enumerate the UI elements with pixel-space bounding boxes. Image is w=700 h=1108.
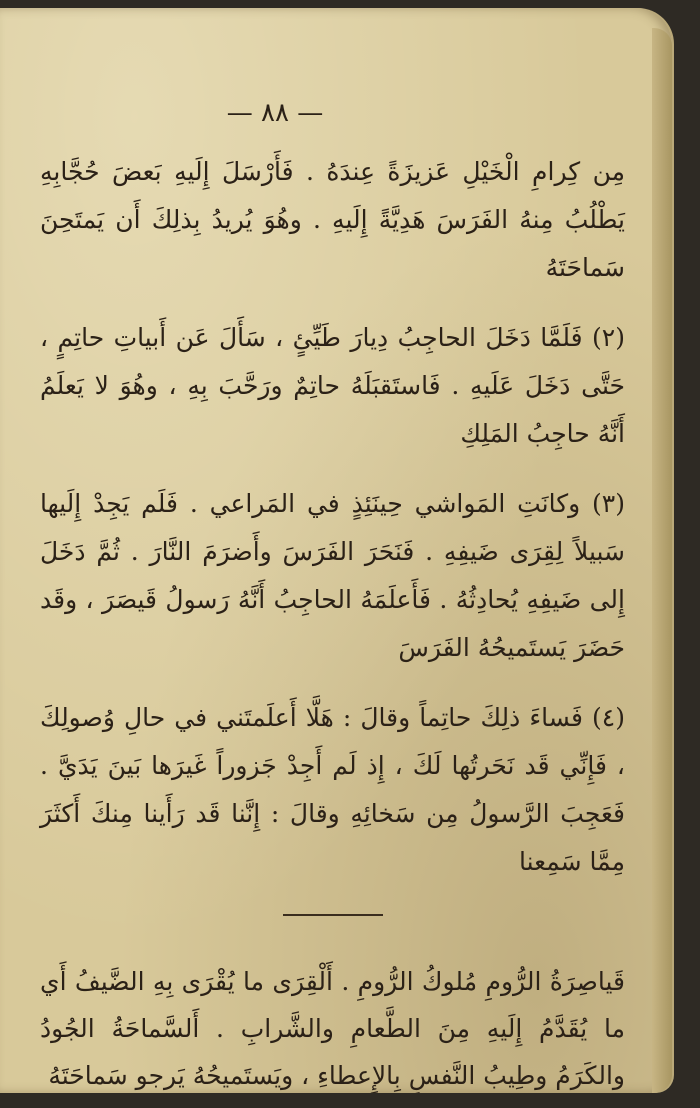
section-divider [283, 914, 383, 916]
paragraph-1: مِن كِرامِ الْخَيْلِ عَزيزَةً عِندَهُ . فَأَرْسَلَ إِلَيهِ بَعضَ حُجَّابِهِ يَطْلُبُ مِنهُ الفَرَسَ هَدِيَّةً إِلَيهِ . وهُوَ يُريدُ بِذلِكَ أَن يَمتَحِنَ سَماحَتَهُ [40, 157, 625, 282]
page-body [40, 148, 625, 1093]
paragraph-2: (٢) فَلَمَّا دَخَلَ الحاجِبُ دِيارَ طَيِّئٍ ، سَأَلَ عَن أَبياتِ حاتِمٍ ، حَتَّى دَخَلَ عَلَيهِ . فَاستَقبَلَهُ حاتِمٌ ورَحَّبَ بِهِ ، وهُوَ لا يَعلَمُ أَنَّهُ حاجِبُ المَلِكِ [40, 323, 625, 448]
glossary-notes: قَياصِرَةُ الرُّومِ مُلوكُ الرُّومِ . أَلْقِرَى ما يُقْرَى بِهِ الضَّيفُ أَي ما يُقَدَّمُ إِلَيهِ مِنَ الطَّعامِ والشَّرابِ . أَلسَّماحَةُ الجُودُ والكَرَمُ وطِيبُ النَّفسِ بِالإِعطاءِ ، ويَستَميحُهُ يَرجو سَماحَتَهُ [40, 967, 625, 1090]
paragraph-4: (٤) فَساءَ ذلِكَ حاتِماً وقالَ : هَلَّا أَعلَمتَني في حالِ وُصولِكَ ، فَإِنِّي قَد نَحَرتُها لَكَ ، إِذ لَم أَجِدْ جَزوراً غَيرَها بَينَ يَدَيَّ . فَعَجِبَ الرَّسولُ مِن سَخائِهِ وقالَ : إِنَّنا قَد رَأَينا مِنكَ أَكثَرَ مِمَّا سَمِعنا [40, 703, 625, 876]
page-number: — ٨٨ — [226, 98, 324, 128]
book-page [0, 8, 672, 1093]
page-edge [652, 28, 672, 1093]
paragraph-3: (٣) وكانَتِ المَواشي حِينَئِذٍ في المَراعي . فَلَم يَجِدْ إِلَيها سَبيلاً لِقِرَى ضَيفِهِ . فَنَحَرَ الفَرَسَ وأَضرَمَ النَّارَ . ثُمَّ دَخَلَ إِلى ضَيفِهِ يُحادِثُهُ . فَأَعلَمَهُ الحاجِبُ أَنَّهُ رَسولُ قَيصَرَ ، وقَد حَضَرَ يَستَميحُهُ الفَرَسَ [40, 489, 625, 662]
